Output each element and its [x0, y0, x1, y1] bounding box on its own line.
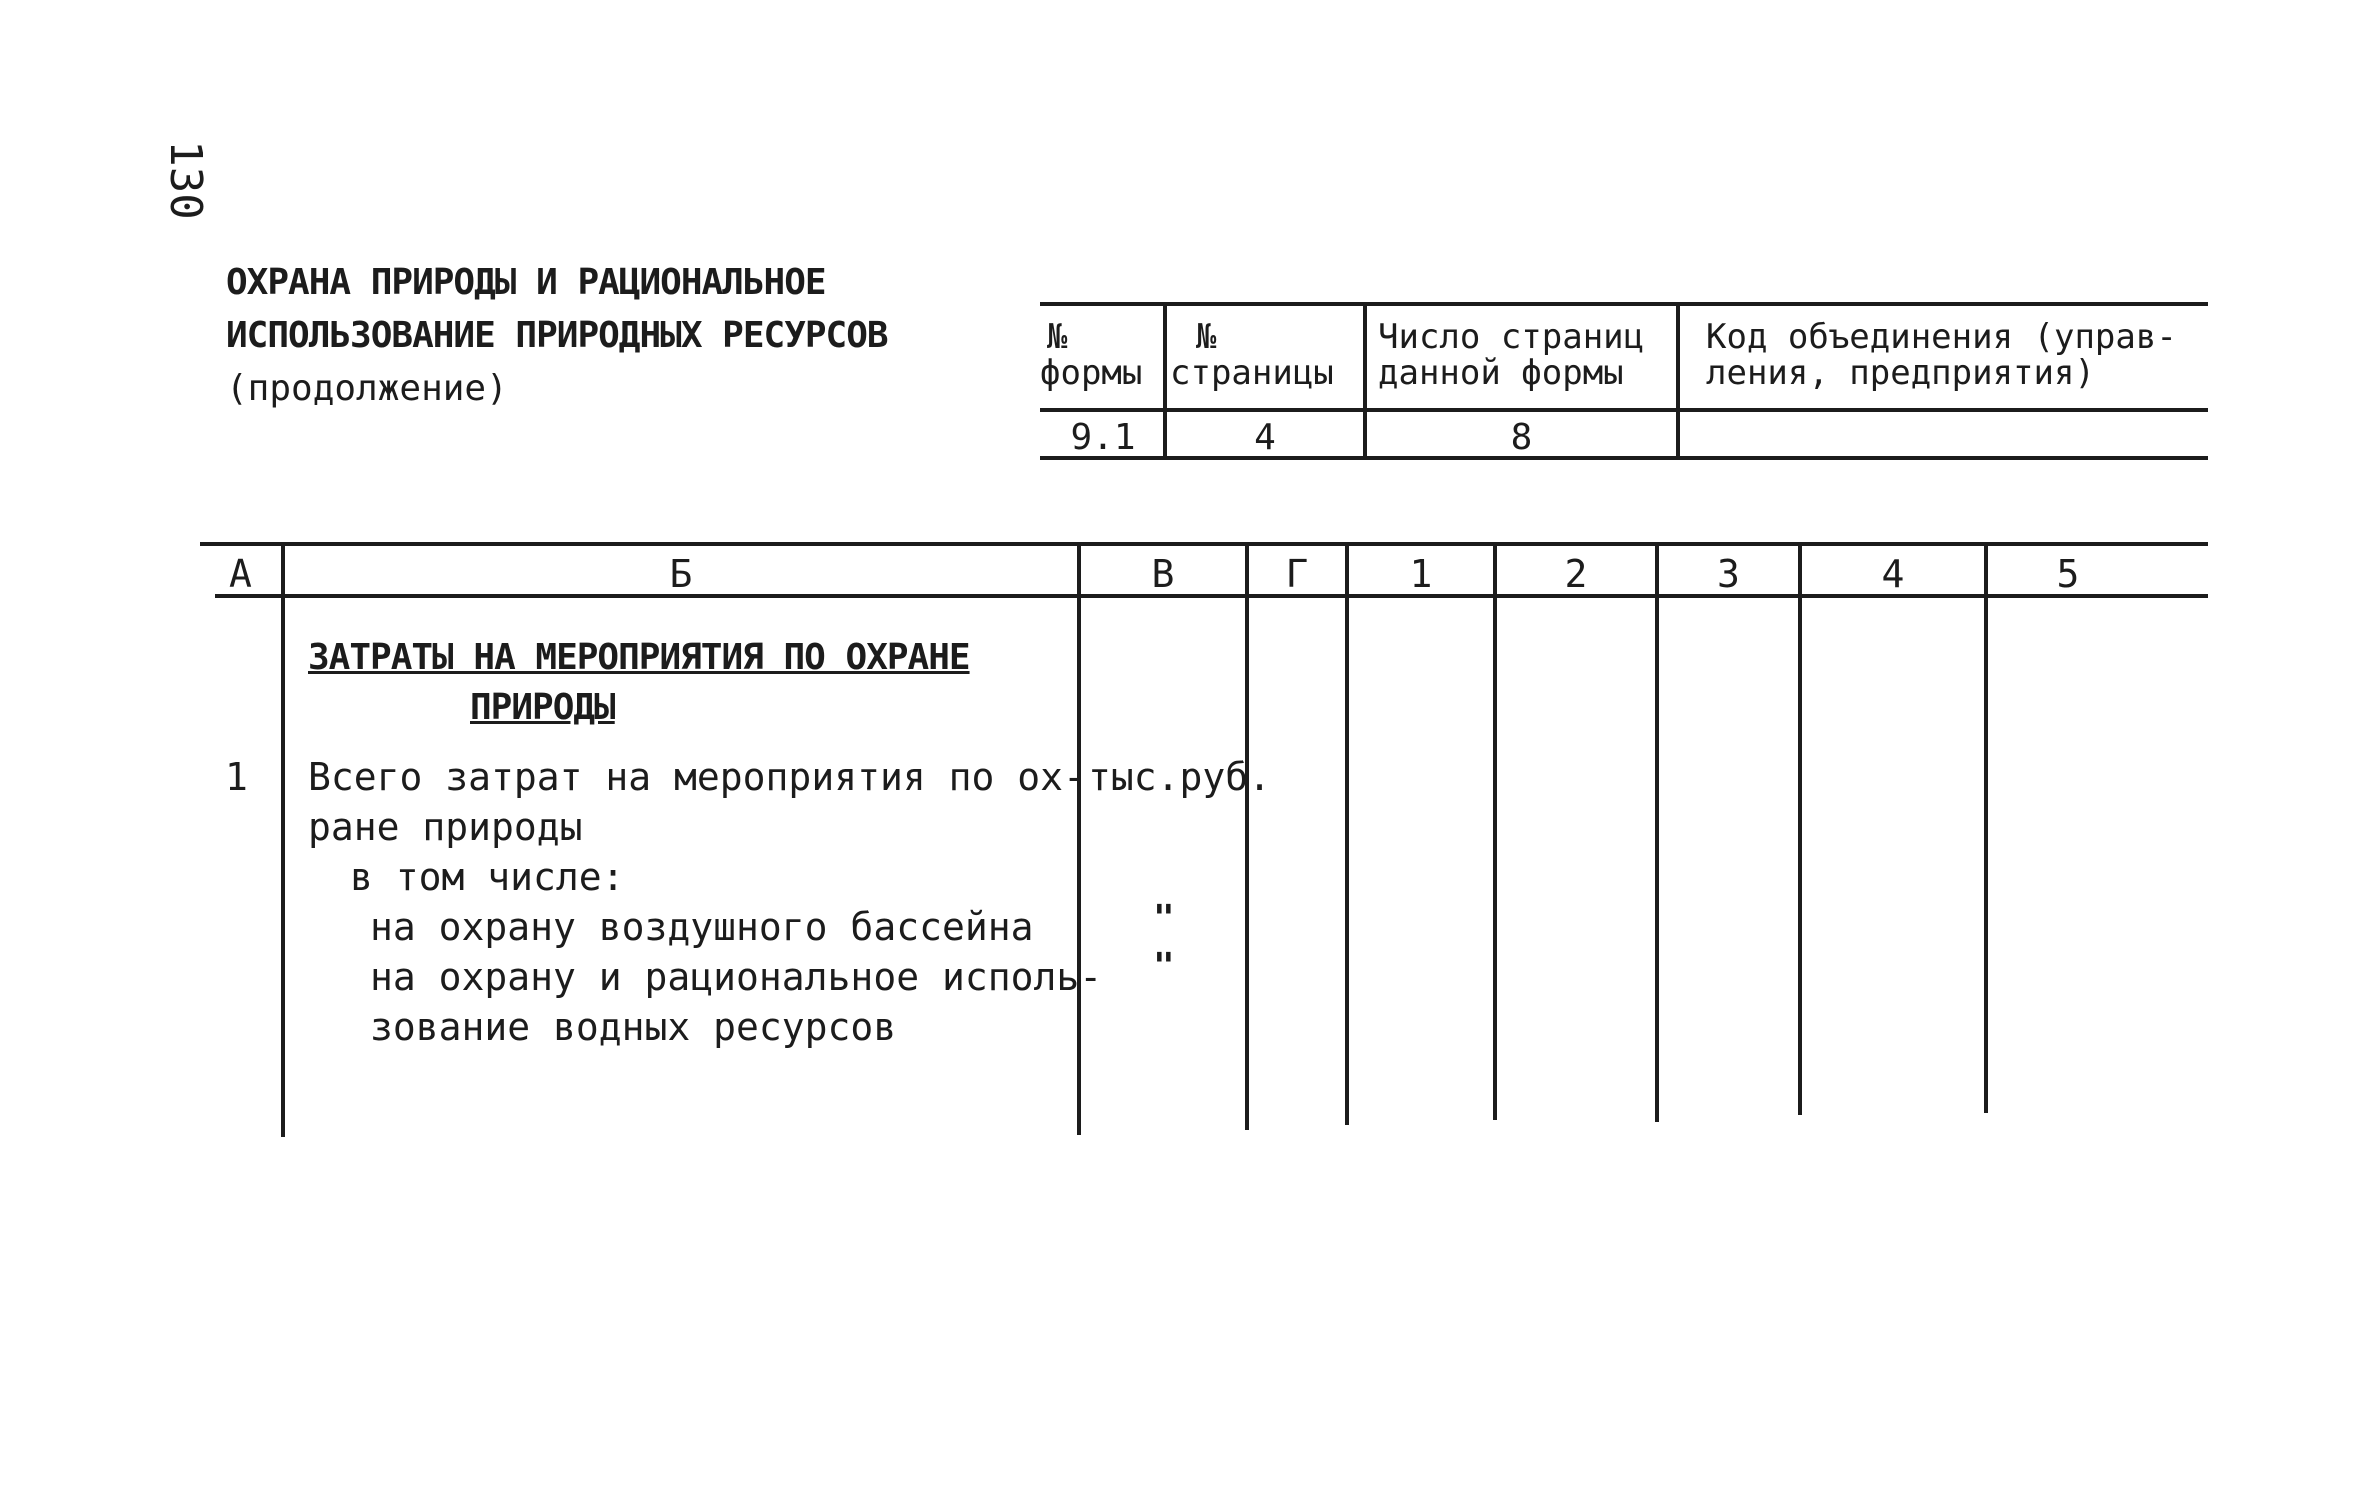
column-header-a: А	[229, 552, 252, 596]
column-header-4: 4	[1881, 552, 1905, 596]
sub-row-water-unit: "	[1153, 946, 1175, 987]
page-number-label: №	[1196, 317, 1217, 357]
column-header-2: 2	[1564, 552, 1588, 596]
page-number: 130	[160, 140, 211, 220]
form-title-line-2: ИСПОЛЬЗОВАНИЕ ПРИРОДНЫХ РЕСУРСОВ	[226, 315, 888, 356]
row-number: 1	[225, 755, 248, 799]
pages-count-label: Число страниц	[1378, 317, 1645, 357]
column-header-3: 3	[1717, 552, 1740, 596]
section-title-line-2: ПРИРОДЫ	[470, 687, 615, 728]
form-number-value: 9.1	[1070, 417, 1136, 458]
sub-row-water-text-1: на охрану и рациональное исполь-	[370, 955, 1103, 999]
row-text-line-1: Всего затрат на мероприятия по ох-	[308, 755, 1086, 799]
row-text-line-2: ране природы	[308, 805, 583, 849]
section-title-line-1: ЗАТРАТЫ НА МЕРОПРИЯТИЯ ПО ОХРАНЕ	[308, 637, 970, 678]
pages-count-value: 8	[1510, 417, 1533, 458]
form-title-line-3: (продолжение)	[226, 368, 508, 409]
row-unit: тыс.руб.	[1088, 755, 1272, 799]
sub-row-air-text: на охрану воздушного бассейна	[370, 905, 1034, 949]
form-number-label: №	[1047, 317, 1068, 357]
column-header-5: 5	[2056, 552, 2080, 596]
column-header-g: Г	[1285, 552, 1309, 596]
pages-count-label-2: данной формы	[1378, 353, 1624, 393]
org-code-label: Код объединения (управ-	[1706, 317, 2177, 357]
column-header-1: 1	[1409, 552, 1433, 596]
form-title-line-1: ОХРАНА ПРИРОДЫ И РАЦИОНАЛЬНОЕ	[226, 262, 826, 303]
column-header-b: Б	[669, 552, 693, 596]
sub-row-air-unit: "	[1153, 898, 1175, 939]
page-number-value: 4	[1254, 417, 1276, 458]
org-code-label-2: ления, предприятия)	[1706, 353, 2095, 393]
sub-header: в том числе:	[350, 855, 625, 899]
page-number-label-2: страницы	[1170, 353, 1334, 393]
sub-row-water-text-2: зование водных ресурсов	[370, 1005, 897, 1049]
form-number-label-2: формы	[1040, 353, 1143, 393]
column-header-v: В	[1151, 552, 1175, 596]
